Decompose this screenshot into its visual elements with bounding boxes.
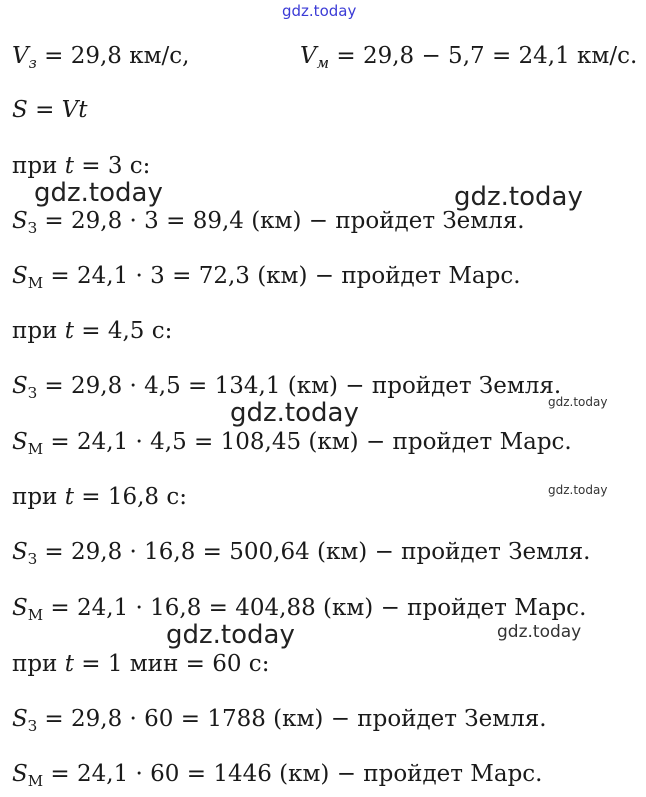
case-header-var: t xyxy=(64,153,74,179)
watermark-medium: gdz.today xyxy=(497,622,582,642)
formula-rhs: Vt xyxy=(61,97,88,123)
distance-formula xyxy=(12,96,88,124)
watermark-small: gdz.today xyxy=(548,483,608,497)
mars-distance-subscript: М xyxy=(27,606,44,624)
mars-distance-expr: = 24,1 · 16,8 = 404,88 (км) − пройдет Марс. xyxy=(43,595,587,621)
earth-distance-symbol: S xyxy=(12,706,28,732)
earth-distance-expr: = 29,8 · 60 = 1788 (км) − пройдет Земля. xyxy=(37,706,547,732)
case-header xyxy=(12,152,150,180)
mars-velocity-value: = 29,8 − 5,7 = 24,1 км/с. xyxy=(329,43,638,69)
earth-velocity-subscript: з xyxy=(28,54,37,72)
formula-eq: = xyxy=(27,97,62,123)
earth-distance-subscript: З xyxy=(27,219,38,237)
mars-velocity-subscript: м xyxy=(316,54,330,72)
case-header-prefix: при xyxy=(12,318,65,344)
watermark-large: gdz.today xyxy=(34,178,163,208)
watermark-large: gdz.today xyxy=(230,398,359,428)
case-header xyxy=(12,317,172,345)
mars-distance-expr: = 24,1 · 60 = 1446 (км) − пройдет Марс. xyxy=(43,761,543,787)
earth-distance xyxy=(12,207,525,237)
earth-distance-expr: = 29,8 · 16,8 = 500,64 (км) − пройдет Земля. xyxy=(37,539,591,565)
case-header-value: = 16,8 с: xyxy=(73,484,187,510)
mars-distance-symbol: S xyxy=(12,595,28,621)
case-header-prefix: при xyxy=(12,153,65,179)
case-header-var: t xyxy=(64,484,74,510)
earth-distance xyxy=(12,705,547,735)
watermark-large: gdz.today xyxy=(454,182,583,212)
case-header xyxy=(12,483,187,511)
watermark-top: gdz.today xyxy=(282,2,357,20)
mars-distance-subscript: М xyxy=(27,274,44,292)
watermark-small: gdz.today xyxy=(548,395,608,409)
earth-distance-symbol: S xyxy=(12,539,28,565)
earth-velocity xyxy=(12,42,189,72)
mars-distance-expr: = 24,1 · 3 = 72,3 (км) − пройдет Марс. xyxy=(43,263,521,289)
mars-distance-symbol: S xyxy=(12,761,28,787)
case-header-prefix: при xyxy=(12,651,65,677)
earth-distance-symbol: S xyxy=(12,208,28,234)
earth-distance-expr: = 29,8 · 4,5 = 134,1 (км) − пройдет Земля. xyxy=(37,373,562,399)
mars-distance-expr: = 24,1 · 4,5 = 108,45 (км) − пройдет Марс. xyxy=(43,429,572,455)
case-header-value: = 4,5 с: xyxy=(73,318,173,344)
earth-distance-symbol: S xyxy=(12,373,28,399)
mars-distance xyxy=(12,594,586,624)
case-header-value: = 1 мин = 60 с: xyxy=(73,651,270,677)
mars-velocity-symbol: V xyxy=(300,43,317,69)
mars-distance-subscript: М xyxy=(27,440,44,458)
earth-distance-subscript: З xyxy=(27,384,38,402)
case-header-var: t xyxy=(64,651,74,677)
earth-velocity-symbol: V xyxy=(12,43,29,69)
mars-distance xyxy=(12,428,572,458)
mars-distance-symbol: S xyxy=(12,263,28,289)
mars-distance xyxy=(12,262,521,292)
case-header-prefix: при xyxy=(12,484,65,510)
mars-distance-symbol: S xyxy=(12,429,28,455)
case-header-value: = 3 с: xyxy=(73,153,151,179)
earth-velocity-value: = 29,8 км/с, xyxy=(36,43,190,69)
mars-distance xyxy=(12,760,543,790)
earth-distance-subscript: З xyxy=(27,717,38,735)
case-header-var: t xyxy=(64,318,74,344)
watermark-large: gdz.today xyxy=(166,620,295,650)
case-header xyxy=(12,650,269,678)
earth-distance-expr: = 29,8 · 3 = 89,4 (км) − пройдет Земля. xyxy=(37,208,525,234)
mars-velocity xyxy=(300,42,637,72)
earth-distance xyxy=(12,538,590,568)
formula-lhs: S xyxy=(12,97,28,123)
earth-distance-subscript: З xyxy=(27,550,38,568)
mars-distance-subscript: М xyxy=(27,772,44,790)
